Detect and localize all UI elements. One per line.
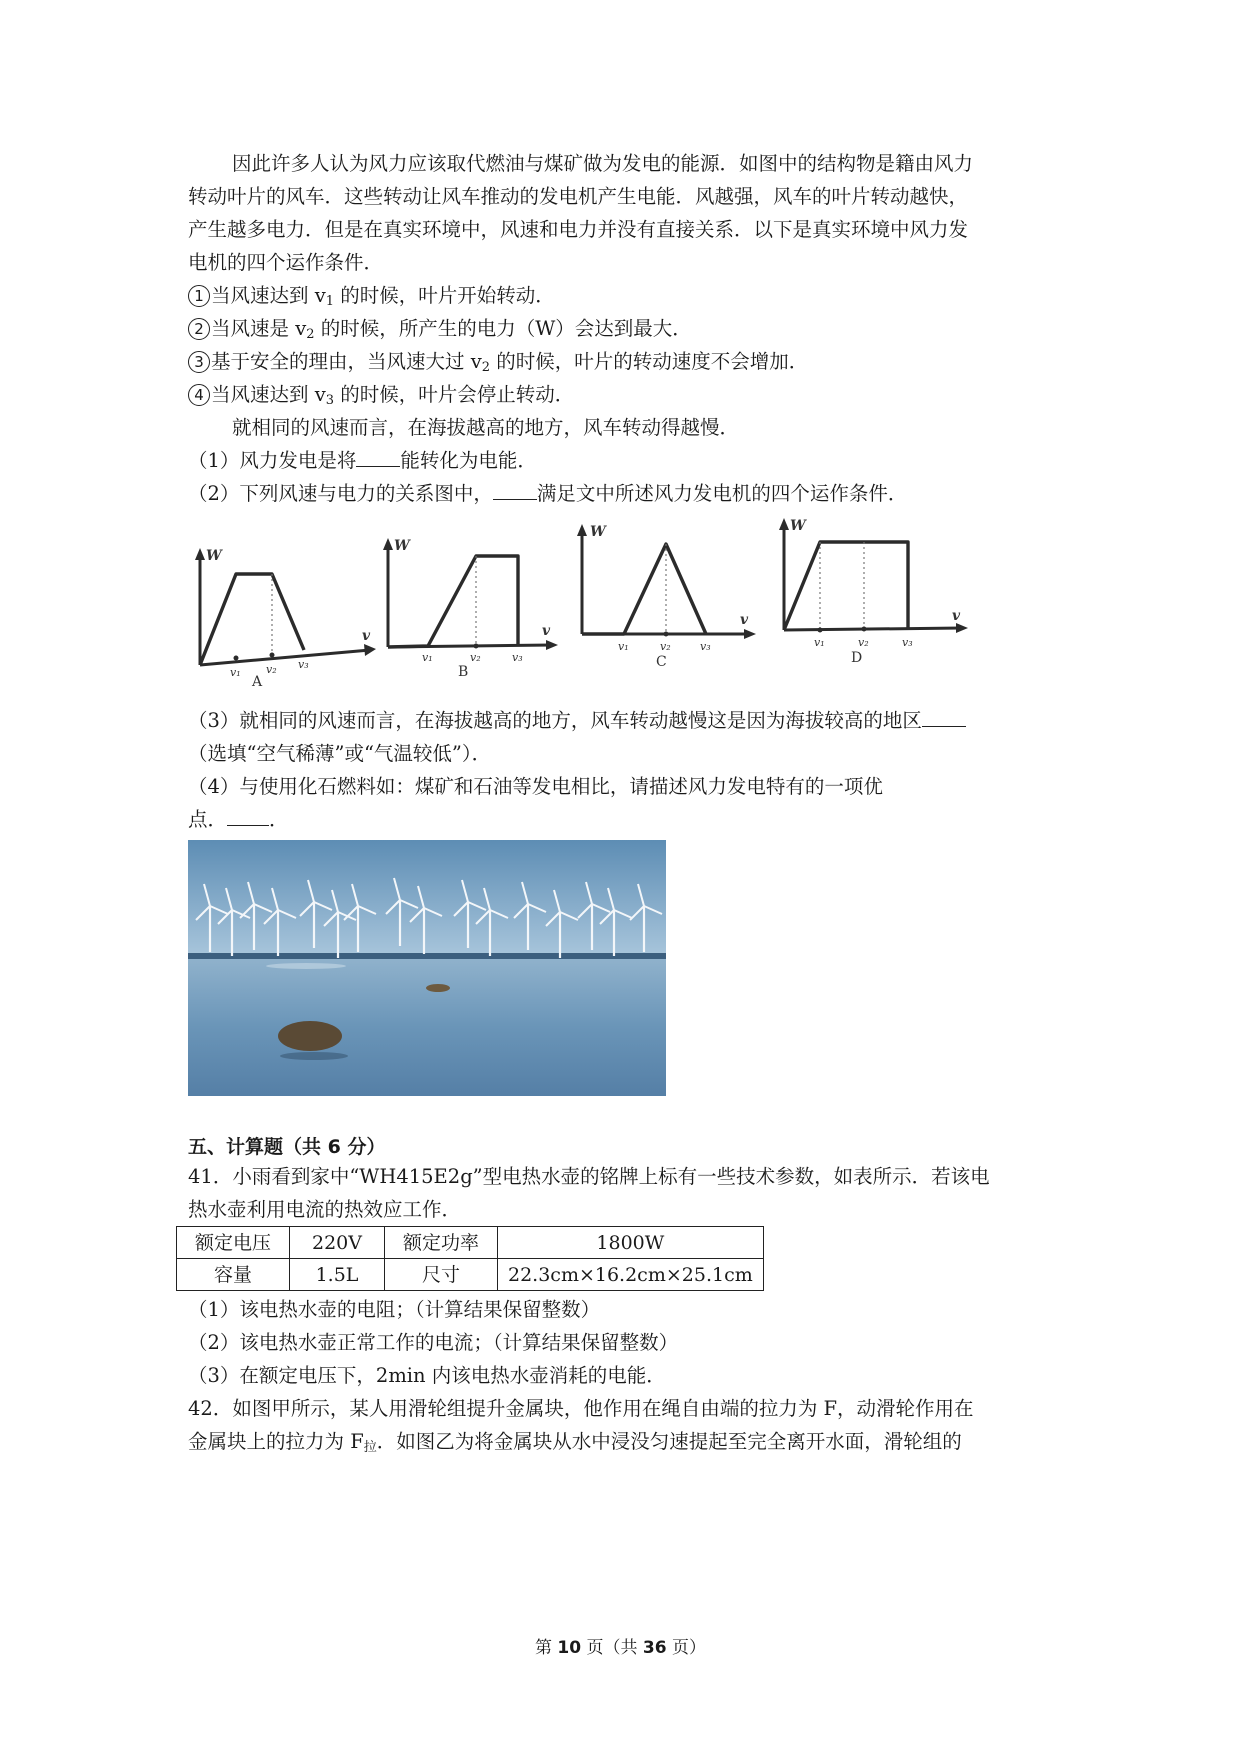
table-cell: 220V (290, 1227, 385, 1259)
svg-text:v₁: v₁ (814, 636, 825, 649)
intro-line-4: 电机的四个运作条件． (188, 251, 384, 274)
svg-text:v₂: v₂ (858, 636, 869, 649)
svg-text:v₃: v₃ (700, 640, 711, 653)
circled-number: 3 (188, 351, 210, 373)
svg-text:v₃: v₃ (902, 636, 913, 649)
altitude-note: 就相同的风速而言，在海拔越高的地方，风车转动得越慢． (232, 416, 740, 439)
question-2: （2）下列风速与电力的关系图中， 满足文中所述风力发电机的四个运作条件． (188, 482, 908, 505)
table-cell: 额定电压 (177, 1227, 290, 1259)
circled-number: 4 (188, 384, 210, 406)
intro-line-2: 转动叶片的风车．这些转动让风车推动的发电机产生电能．风越强，风车的叶片转动越快， (188, 185, 969, 208)
section-title: 五、计算题（共 6 分） (188, 1136, 386, 1158)
svg-text:v: v (542, 623, 551, 639)
intro-line-1: 因此许多人认为风力应该取代燃油与煤矿做为发电的能源．如图中的结构物是籍由风力 (232, 152, 974, 175)
svg-text:v₁: v₁ (618, 640, 629, 653)
w-axis-label: W (206, 548, 222, 564)
v-axis-label: v (362, 628, 371, 644)
q41-sub-2: （2）该电热水壶正常工作的电流；（计算结果保留整数） (188, 1331, 679, 1354)
answer-blank[interactable] (922, 708, 966, 727)
svg-text:v: v (952, 608, 961, 624)
svg-text:v₃: v₃ (298, 658, 309, 671)
condition-3: 3 基于安全的理由，当风速大过 $v_2$ 的时候，叶片的转动速度不会增加． (188, 348, 808, 376)
page-number: 10 (557, 1638, 582, 1658)
condition-4: 4 当风速达到 $v_3$ 的时候，叶片会停止转动． (188, 381, 574, 409)
question-3-hint: （选填“空气稀薄”或“气温较低”）． (188, 742, 492, 765)
svg-text:v₁: v₁ (422, 651, 433, 664)
table-cell: 1.5L (290, 1259, 385, 1291)
graph-option-d (776, 512, 976, 664)
answer-blank[interactable] (493, 481, 537, 500)
q41-line-1: 41．小雨看到家中“WH415E2g”型电热水壶的铭牌上标有一些技术参数，如表所示．若该电 (188, 1165, 990, 1188)
graph-option-c (574, 516, 764, 666)
table-cell: 22.3cm×16.2cm×25.1cm (498, 1259, 764, 1291)
table-cell: 尺寸 (385, 1259, 498, 1291)
svg-text:v₂: v₂ (266, 663, 277, 676)
svg-text:v: v (740, 612, 749, 628)
q41-sub-3: （3）在额定电压下，2min 内该电热水壶消耗的电能． (188, 1364, 666, 1387)
page-total: 36 (642, 1638, 667, 1658)
question-1: （1）风力发电是将 能转化为电能． (188, 449, 537, 472)
question-4: （4）与使用化石燃料如：煤矿和石油等发电相比，请描述风力发电特有的一项优 (188, 775, 883, 798)
spec-table (176, 1226, 764, 1291)
wind-farm-photo (188, 840, 666, 1096)
q42-line-2: 金属块上的拉力为 $F_拉$．如图乙为将金属块从水中浸没匀速提起至完全离开水面，滑轮组的 (188, 1430, 962, 1455)
option-label-b: B (458, 664, 469, 680)
svg-text:v₃: v₃ (512, 651, 523, 664)
svg-text:W: W (590, 524, 606, 540)
question-4-cont: 点． ． (188, 808, 289, 831)
answer-blank[interactable] (227, 807, 269, 826)
table-cell: 容量 (177, 1259, 290, 1291)
circled-number: 1 (188, 285, 210, 307)
question-3: （3）就相同的风速而言，在海拔越高的地方，风车转动越慢这是因为海拔较高的地区 (188, 707, 966, 735)
condition-1: 1 当风速达到 $v_1$ 的时候，叶片开始转动． (188, 282, 555, 310)
option-label-d: D (851, 650, 863, 664)
intro-line-3: 产生越多电力．但是在真实环境中，风速和电力并没有直接关系．以下是真实环境中风力发 (188, 218, 969, 241)
option-label-c: C (656, 654, 667, 666)
option-label-a: A (252, 674, 263, 690)
q41-line-2: 热水壶利用电流的热效应工作． (188, 1198, 462, 1221)
page-footer: 第 10 页（共 36 页） (535, 1638, 706, 1658)
svg-text:W: W (394, 538, 410, 554)
svg-text:v₁: v₁ (230, 666, 241, 679)
q42-line-1: 42．如图甲所示，某人用滑轮组提升金属块，他作用在绳自由端的拉力为 F，动滑轮作用在 (188, 1397, 974, 1420)
graph-option-a (192, 540, 382, 690)
circled-number: 2 (188, 318, 210, 340)
svg-text:v₂: v₂ (470, 651, 481, 664)
table-cell: 1800W (498, 1227, 764, 1259)
svg-text:W: W (790, 518, 806, 534)
q41-sub-1: （1）该电热水壶的电阻；（计算结果保留整数） (188, 1298, 601, 1321)
answer-blank[interactable] (356, 448, 400, 467)
svg-text:v₂: v₂ (660, 640, 671, 653)
condition-2: 2 当风速是 $v_2$ 的时候，所产生的电力（W）会达到最大． (188, 315, 692, 343)
table-cell: 额定功率 (385, 1227, 498, 1259)
table-row (177, 1227, 764, 1259)
table-row (177, 1259, 764, 1291)
graph-option-b (380, 530, 570, 680)
